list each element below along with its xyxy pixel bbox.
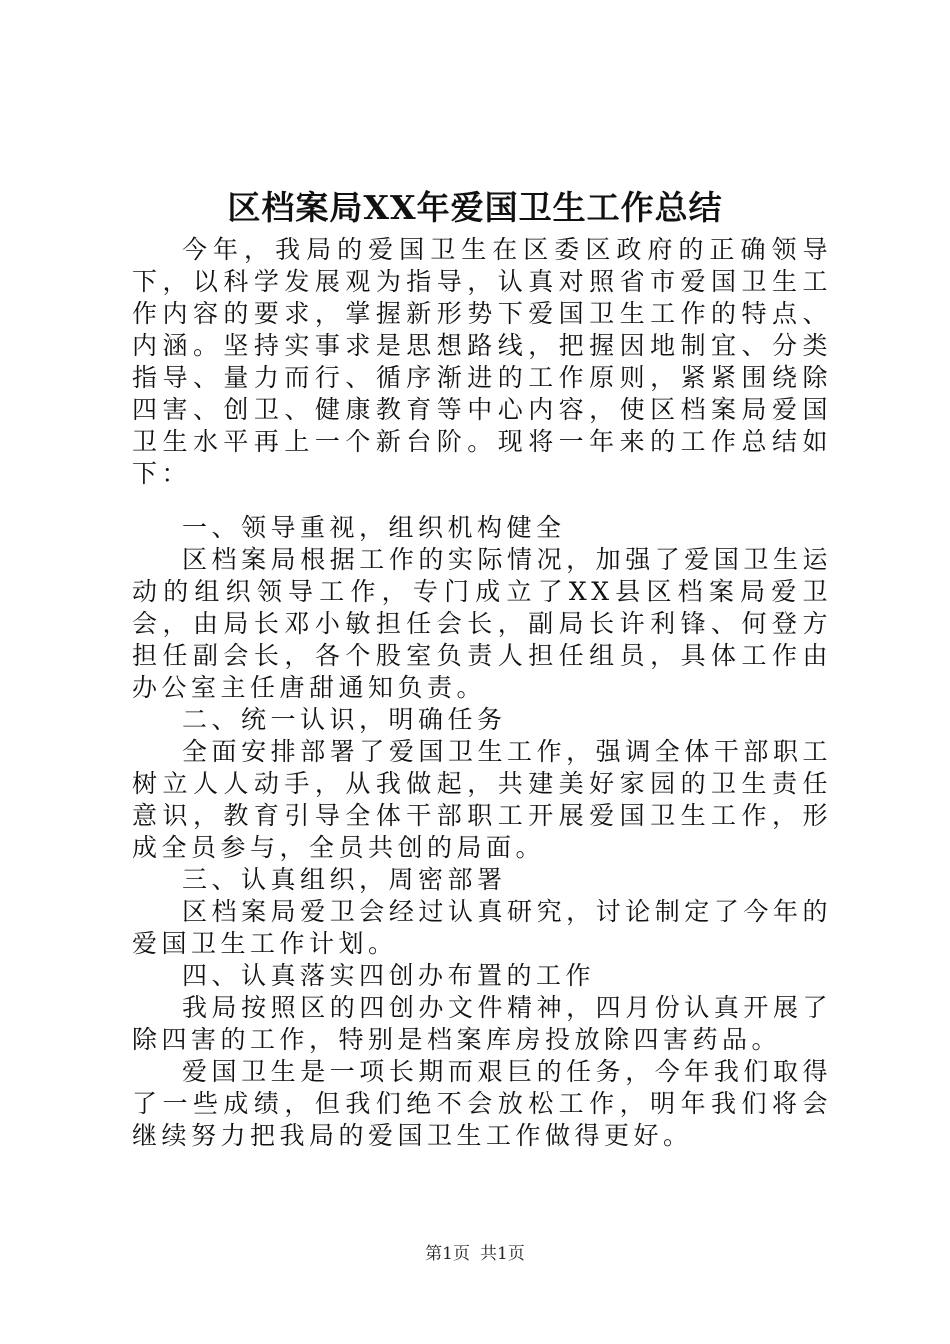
- section-paragraph-2: 全面安排部署了爱国卫生工作，强调全体干部职工树立人人动手，从我做起，共建美好家园的卫生责任意识，教育引导全体干部职工开展爱国卫生工作，形成全员参与，全员共创的局面。: [132, 737, 832, 862]
- section-paragraph-1: 区档案局根据工作的实际情况，加强了爱国卫生运动的组织领导工作，专门成立了XX县区档案局爱卫会，由局长邓小敏担任会长，副局长许利锋、何登方担任副会长，各个股室负责人担任组员，具体工作由办公室主任唐甜通知负责。: [132, 545, 832, 702]
- section-heading-3: 三、认真组织，周密部署: [182, 865, 507, 894]
- page-number: 第1页: [425, 1244, 470, 1264]
- page-footer: [0, 1243, 950, 1265]
- closing-paragraph: 爱国卫生是一项长期而艰巨的任务，今年我们取得了一些成绩，但我们绝不会放松工作，明年我们将会继续努力把我局的爱国卫生工作做得更好。: [132, 1057, 832, 1150]
- section-heading-4: 四、认真落实四创办布置的工作: [182, 961, 596, 990]
- section-heading-1: 一、领导重视，组织机构健全: [182, 513, 566, 542]
- intro-paragraph: 今年，我局的爱国卫生在区委区政府的正确领导下，以科学发展观为指导，认真对照省市爱国卫生工作内容的要求，掌握新形势下爱国卫生工作的特点、内涵。坚持实事求是思想路线，把握因地制宜、分类指导、量力而行、循序渐进的工作原则，紧紧围绕除四害、创卫、健康教育等中心内容，使区档案局爱国卫生水平再上一个新台阶。现将一年来的工作总结如下：: [132, 235, 832, 488]
- section-paragraph-3: 区档案局爱卫会经过认真研究，讨论制定了今年的爱国卫生工作计划。: [132, 897, 832, 958]
- section-paragraph-4: 我局按照区的四创办文件精神，四月份认真开展了除四害的工作，特别是档案库房投放除四害药品。: [132, 993, 832, 1054]
- section-heading-2: 二、统一认识，明确任务: [182, 705, 507, 734]
- document-body: [132, 234, 832, 1152]
- document-title: 区档案局XX年爱国卫生工作总结: [227, 188, 723, 227]
- page-total: 共1页: [480, 1244, 525, 1264]
